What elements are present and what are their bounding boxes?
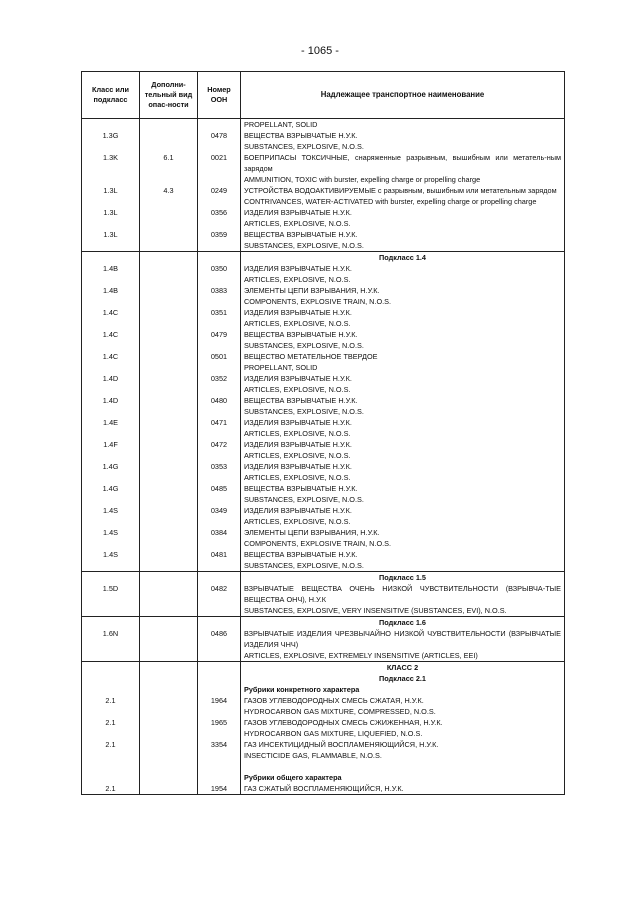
name-russian: ВЗРЫВЧАТЫЕ ИЗДЕЛИЯ ЧРЕЗВЫЧАЙНО НИЗКОЙ ЧУВСТВИТЕЛЬНОСТИ (ВЗРЫВЧАТЫЕ ИЗДЕЛИЯ ЧНЧ) (244, 629, 561, 649)
cell-class: 2.1 (82, 739, 140, 761)
cell-shipping-name (241, 549, 565, 572)
cell-risk (140, 527, 198, 549)
name-english: ARTICLES, EXPLOSIVE, N.O.S. (244, 385, 351, 394)
table-row (82, 527, 565, 549)
table-row (82, 373, 565, 395)
cell-un: 0353 (198, 461, 241, 483)
table-row (82, 717, 565, 739)
table-row (82, 207, 565, 229)
cell-shipping-name (241, 229, 565, 252)
cell-class: 1.4G (82, 461, 140, 483)
cell-risk (140, 761, 198, 772)
cell-un (198, 761, 241, 772)
cell-class: 1.4S (82, 549, 140, 572)
cell-risk (140, 572, 198, 584)
cell-risk (140, 307, 198, 329)
cell-class: 1.3L (82, 229, 140, 252)
subclass-heading-text: Подкласс 2.1 (241, 673, 565, 684)
cell-risk (140, 329, 198, 351)
cell-un (198, 617, 241, 629)
cell-risk (140, 739, 198, 761)
table-row (82, 783, 565, 795)
header-shipping-name: Надлежащее транспортное наименование (241, 72, 565, 119)
cell-un: 1954 (198, 783, 241, 795)
cell-class: 1.3K (82, 152, 140, 185)
cell-shipping-name (241, 628, 565, 662)
name-english: ARTICLES, EXPLOSIVE, EXTREMELY INSENSITIVE (ARTICLES, EEI) (244, 651, 478, 660)
cell-shipping-name (241, 130, 565, 152)
name-english: COMPONENTS, EXPLOSIVE TRAIN, N.O.S. (244, 539, 392, 548)
cell-shipping-name (241, 417, 565, 439)
cell-un: 0383 (198, 285, 241, 307)
name-russian: ВЕЩЕСТВА ВЗРЫВЧАТЫЕ Н.У.К. (244, 131, 358, 140)
cell-risk (140, 505, 198, 527)
name-english: SUBSTANCES, EXPLOSIVE, N.O.S. (244, 407, 364, 416)
cell-shipping-name (241, 263, 565, 285)
cell-un: 0501 (198, 351, 241, 373)
class-heading (82, 662, 565, 674)
header-un-number: Номер ООН (198, 72, 241, 119)
name-english: INSECTICIDE GAS, FLAMMABLE, N.O.S. (244, 751, 382, 760)
cell-class (82, 772, 140, 783)
cell-risk (140, 772, 198, 783)
cell-risk (140, 684, 198, 695)
table-row (82, 505, 565, 527)
name-english: SUBSTANCES, EXPLOSIVE, N.O.S. (244, 142, 364, 151)
name-english: ARTICLES, EXPLOSIVE, N.O.S. (244, 451, 351, 460)
cell-risk (140, 207, 198, 229)
cell-risk (140, 229, 198, 252)
cell-shipping-name (241, 461, 565, 483)
cell-risk (140, 662, 198, 674)
cell-risk (140, 130, 198, 152)
table-row (82, 439, 565, 461)
table-row (82, 229, 565, 252)
cell-class: 1.4E (82, 417, 140, 439)
name-russian: ИЗДЕЛИЯ ВЗРЫВЧАТЫЕ Н.У.К. (244, 462, 352, 471)
cell-shipping-name (241, 351, 565, 373)
cell-shipping-name (241, 329, 565, 351)
name-english: SUBSTANCES, EXPLOSIVE, N.O.S. (244, 241, 364, 250)
cell-un: 0486 (198, 628, 241, 662)
cell-class: 1.4D (82, 373, 140, 395)
cell-class: 1.4S (82, 505, 140, 527)
cell-class: 2.1 (82, 783, 140, 795)
name-russian: ВЕЩЕСТВА ВЗРЫВЧАТЫЕ Н.У.К. (244, 396, 358, 405)
cell-shipping-name (241, 483, 565, 505)
cell-un: 0350 (198, 263, 241, 285)
name-english: HYDROCARBON GAS MIXTURE, COMPRESSED, N.O.S. (244, 707, 436, 716)
table-row (82, 417, 565, 439)
cell-class: 1.4C (82, 351, 140, 373)
cell-un: 0356 (198, 207, 241, 229)
name-russian: ИЗДЕЛИЯ ВЗРЫВЧАТЫЕ Н.У.К. (244, 264, 352, 273)
cell-class: 1.4C (82, 307, 140, 329)
cell-class: 1.4D (82, 395, 140, 417)
cell-un: 0479 (198, 329, 241, 351)
cell-class: 1.4S (82, 527, 140, 549)
cell-un (198, 673, 241, 684)
rubric-heading-text: Рубрики конкретного характера (241, 684, 565, 695)
cell-class (82, 662, 140, 674)
cell-class: 1.5D (82, 583, 140, 617)
cell-un: 0384 (198, 527, 241, 549)
table-row (82, 628, 565, 662)
cell-un: 0359 (198, 229, 241, 252)
name-russian: ВЕЩЕСТВА ВЗРЫВЧАТЫЕ Н.У.К. (244, 484, 358, 493)
cell-class: 2.1 (82, 717, 140, 739)
cell-risk (140, 373, 198, 395)
table-row (82, 185, 565, 207)
table-row (82, 549, 565, 572)
cell-risk (140, 285, 198, 307)
cell-risk (140, 252, 198, 264)
subclass-heading (82, 673, 565, 684)
cell-class (82, 252, 140, 264)
cell-un: 0349 (198, 505, 241, 527)
cell-un: 0471 (198, 417, 241, 439)
cell-un: 0480 (198, 395, 241, 417)
subclass-heading (82, 617, 565, 629)
cell-class: 1.4F (82, 439, 140, 461)
cell-class: 1.3L (82, 207, 140, 229)
cell-risk (140, 119, 198, 131)
name-english: SUBSTANCES, EXPLOSIVE, N.O.S. (244, 561, 364, 570)
cell-class (82, 119, 140, 131)
subclass-heading-text: Подкласс 1.4 (241, 252, 565, 264)
name-russian: ИЗДЕЛИЯ ВЗРЫВЧАТЫЕ Н.У.К. (244, 208, 352, 217)
name-russian: ГАЗОВ УГЛЕВОДОРОДНЫХ СМЕСЬ СЖАТАЯ, Н.У.К. (244, 696, 424, 705)
cell-class (82, 673, 140, 684)
cell-shipping-name (241, 207, 565, 229)
name-english: ARTICLES, EXPLOSIVE, N.O.S. (244, 319, 351, 328)
cell-shipping-name (241, 373, 565, 395)
class-heading-text: КЛАСС 2 (241, 662, 565, 674)
table-row (82, 695, 565, 717)
cell-un (198, 662, 241, 674)
cell-class: 1.4C (82, 329, 140, 351)
cell-class (82, 617, 140, 629)
continued-entry-text: PROPELLANT, SOLID (241, 119, 565, 131)
cell-un: 1964 (198, 695, 241, 717)
name-english: SUBSTANCES, EXPLOSIVE, VERY INSENSITIVE (SUBSTANCES, EVI), N.O.S. (244, 606, 507, 615)
name-english: SUBSTANCES, EXPLOSIVE, N.O.S. (244, 495, 364, 504)
cell-class: 1.4G (82, 483, 140, 505)
name-russian: УСТРОЙСТВА ВОДОАКТИВИРУЕМЫЕ с разрывным, вышибным или метательным зарядом (244, 186, 557, 195)
cell-shipping-name (241, 439, 565, 461)
table-row (82, 152, 565, 185)
cell-class: 1.3L (82, 185, 140, 207)
name-russian: ИЗДЕЛИЯ ВЗРЫВЧАТЫЕ Н.У.К. (244, 418, 352, 427)
cell-risk (140, 628, 198, 662)
page-number: - 1065 - (301, 45, 339, 57)
cell-un: 0351 (198, 307, 241, 329)
subclass-heading-text: Подкласс 1.6 (241, 617, 565, 629)
cell-shipping-name (241, 285, 565, 307)
name-russian: ВЗРЫВЧАТЫЕ ВЕЩЕСТВА ОЧЕНЬ НИЗКОЙ ЧУВСТВИТЕЛЬНОСТИ (ВЗРЫВЧА-ТЫЕ ВЕЩЕСТВА ОНЧ), Н.У.К (244, 584, 561, 604)
cell-class: 1.3G (82, 130, 140, 152)
name-english: COMPONENTS, EXPLOSIVE TRAIN, N.O.S. (244, 297, 392, 306)
cell-risk (140, 461, 198, 483)
name-russian: БОЕПРИПАСЫ ТОКСИЧНЫЕ, снаряженные разрывным, вышибным или метатель-ным зарядом (244, 153, 561, 173)
table-row (82, 130, 565, 152)
spacer-row (82, 761, 565, 772)
table-row (82, 285, 565, 307)
cell-un (198, 684, 241, 695)
table-row (82, 583, 565, 617)
cell-class (82, 572, 140, 584)
cell-class: 1.6N (82, 628, 140, 662)
name-english: ARTICLES, EXPLOSIVE, N.O.S. (244, 517, 351, 526)
cell-risk (140, 351, 198, 373)
cell-shipping-name (241, 583, 565, 617)
table-header-row (82, 72, 565, 119)
cell-risk (140, 583, 198, 617)
cell-un: 0352 (198, 373, 241, 395)
cell-class: 2.1 (82, 695, 140, 717)
cell-risk (140, 439, 198, 461)
cell-shipping-name (241, 307, 565, 329)
table-row (82, 351, 565, 373)
dangerous-goods-table (81, 71, 565, 795)
cell-un: 3354 (198, 739, 241, 761)
cell-un (198, 572, 241, 584)
name-russian: ВЕЩЕСТВО МЕТАТЕЛЬНОЕ ТВЕРДОЕ (244, 352, 378, 361)
continued-entry (82, 119, 565, 131)
table-row (82, 307, 565, 329)
cell-un (198, 252, 241, 264)
cell-un: 1965 (198, 717, 241, 739)
name-english: ARTICLES, EXPLOSIVE, N.O.S. (244, 219, 351, 228)
cell-risk (140, 549, 198, 572)
cell-risk (140, 717, 198, 739)
cell-un (198, 772, 241, 783)
name-russian: ГАЗ ИНСЕКТИЦИДНЫЙ ВОСПЛАМЕНЯЮЩИЙСЯ, Н.У.К. (244, 740, 439, 749)
rubric-heading-text: Рубрики общего характера (241, 772, 565, 783)
cell-un: 0472 (198, 439, 241, 461)
cell-shipping-name (241, 152, 565, 185)
cell-risk (140, 263, 198, 285)
header-subsidiary-risk: Дополни-тельный вид опас-ности (140, 72, 198, 119)
name-english: AMMUNITION, TOXIC with burster, expelling charge or propelling charge (244, 175, 481, 184)
cell-shipping-name (241, 395, 565, 417)
header-class: Класс или подкласс (82, 72, 140, 119)
cell-un: 0478 (198, 130, 241, 152)
name-russian: ГАЗ СЖАТЫЙ ВОСПЛАМЕНЯЮЩИЙСЯ, Н.У.К. (244, 784, 404, 793)
name-english: ARTICLES, EXPLOSIVE, N.O.S. (244, 275, 351, 284)
name-russian: ИЗДЕЛИЯ ВЗРЫВЧАТЫЕ Н.У.К. (244, 506, 352, 515)
cell-class (82, 684, 140, 695)
name-russian: ГАЗОВ УГЛЕВОДОРОДНЫХ СМЕСЬ СЖИЖЕННАЯ, Н.У.К. (244, 718, 443, 727)
cell-risk: 6.1 (140, 152, 198, 185)
name-english: ARTICLES, EXPLOSIVE, N.O.S. (244, 429, 351, 438)
cell-risk (140, 673, 198, 684)
subclass-heading-text: Подкласс 1.5 (241, 572, 565, 584)
name-english: CONTRIVANCES, WATER-ACTIVATED with burster, expelling charge or propelling charge (244, 197, 537, 206)
cell-class: 1.4B (82, 285, 140, 307)
cell-risk (140, 617, 198, 629)
cell-risk: 4.3 (140, 185, 198, 207)
cell-shipping-name (241, 717, 565, 739)
cell-un: 0485 (198, 483, 241, 505)
table-row (82, 395, 565, 417)
name-russian: ИЗДЕЛИЯ ВЗРЫВЧАТЫЕ Н.У.К. (244, 374, 352, 383)
name-english: SUBSTANCES, EXPLOSIVE, N.O.S. (244, 341, 364, 350)
cell-shipping-name (241, 695, 565, 717)
table-row (82, 483, 565, 505)
cell-un: 0481 (198, 549, 241, 572)
name-russian: ЭЛЕМЕНТЫ ЦЕПИ ВЗРЫВАНИЯ, Н.У.К. (244, 528, 380, 537)
name-english: ARTICLES, EXPLOSIVE, N.O.S. (244, 473, 351, 482)
spacer-cell (241, 761, 565, 772)
cell-risk (140, 395, 198, 417)
cell-risk (140, 417, 198, 439)
table-row (82, 461, 565, 483)
cell-shipping-name (241, 185, 565, 207)
cell-class: 1.4B (82, 263, 140, 285)
rubric-heading (82, 684, 565, 695)
table-row (82, 329, 565, 351)
cell-un: 0249 (198, 185, 241, 207)
table-row (82, 263, 565, 285)
subclass-heading (82, 252, 565, 264)
name-russian: ВЕЩЕСТВА ВЗРЫВЧАТЫЕ Н.У.К. (244, 230, 358, 239)
name-russian: ВЕЩЕСТВА ВЗРЫВЧАТЫЕ Н.У.К. (244, 330, 358, 339)
cell-un: 0021 (198, 152, 241, 185)
name-english: PROPELLANT, SOLID (244, 363, 318, 372)
name-english: HYDROCARBON GAS MIXTURE, LIQUEFIED, N.O.S. (244, 729, 423, 738)
name-russian: ЭЛЕМЕНТЫ ЦЕПИ ВЗРЫВАНИЯ, Н.У.К. (244, 286, 380, 295)
cell-shipping-name (241, 783, 565, 795)
table-row (82, 739, 565, 761)
cell-risk (140, 483, 198, 505)
cell-un (198, 119, 241, 131)
cell-shipping-name (241, 739, 565, 761)
cell-shipping-name (241, 527, 565, 549)
name-russian: ИЗДЕЛИЯ ВЗРЫВЧАТЫЕ Н.У.К. (244, 440, 352, 449)
cell-risk (140, 783, 198, 795)
subclass-heading (82, 572, 565, 584)
cell-shipping-name (241, 505, 565, 527)
name-russian: ИЗДЕЛИЯ ВЗРЫВЧАТЫЕ Н.У.К. (244, 308, 352, 317)
rubric-heading (82, 772, 565, 783)
cell-un: 0482 (198, 583, 241, 617)
cell-risk (140, 695, 198, 717)
name-russian: ВЕЩЕСТВА ВЗРЫВЧАТЫЕ Н.У.К. (244, 550, 358, 559)
table-body (82, 119, 565, 795)
cell-class (82, 761, 140, 772)
